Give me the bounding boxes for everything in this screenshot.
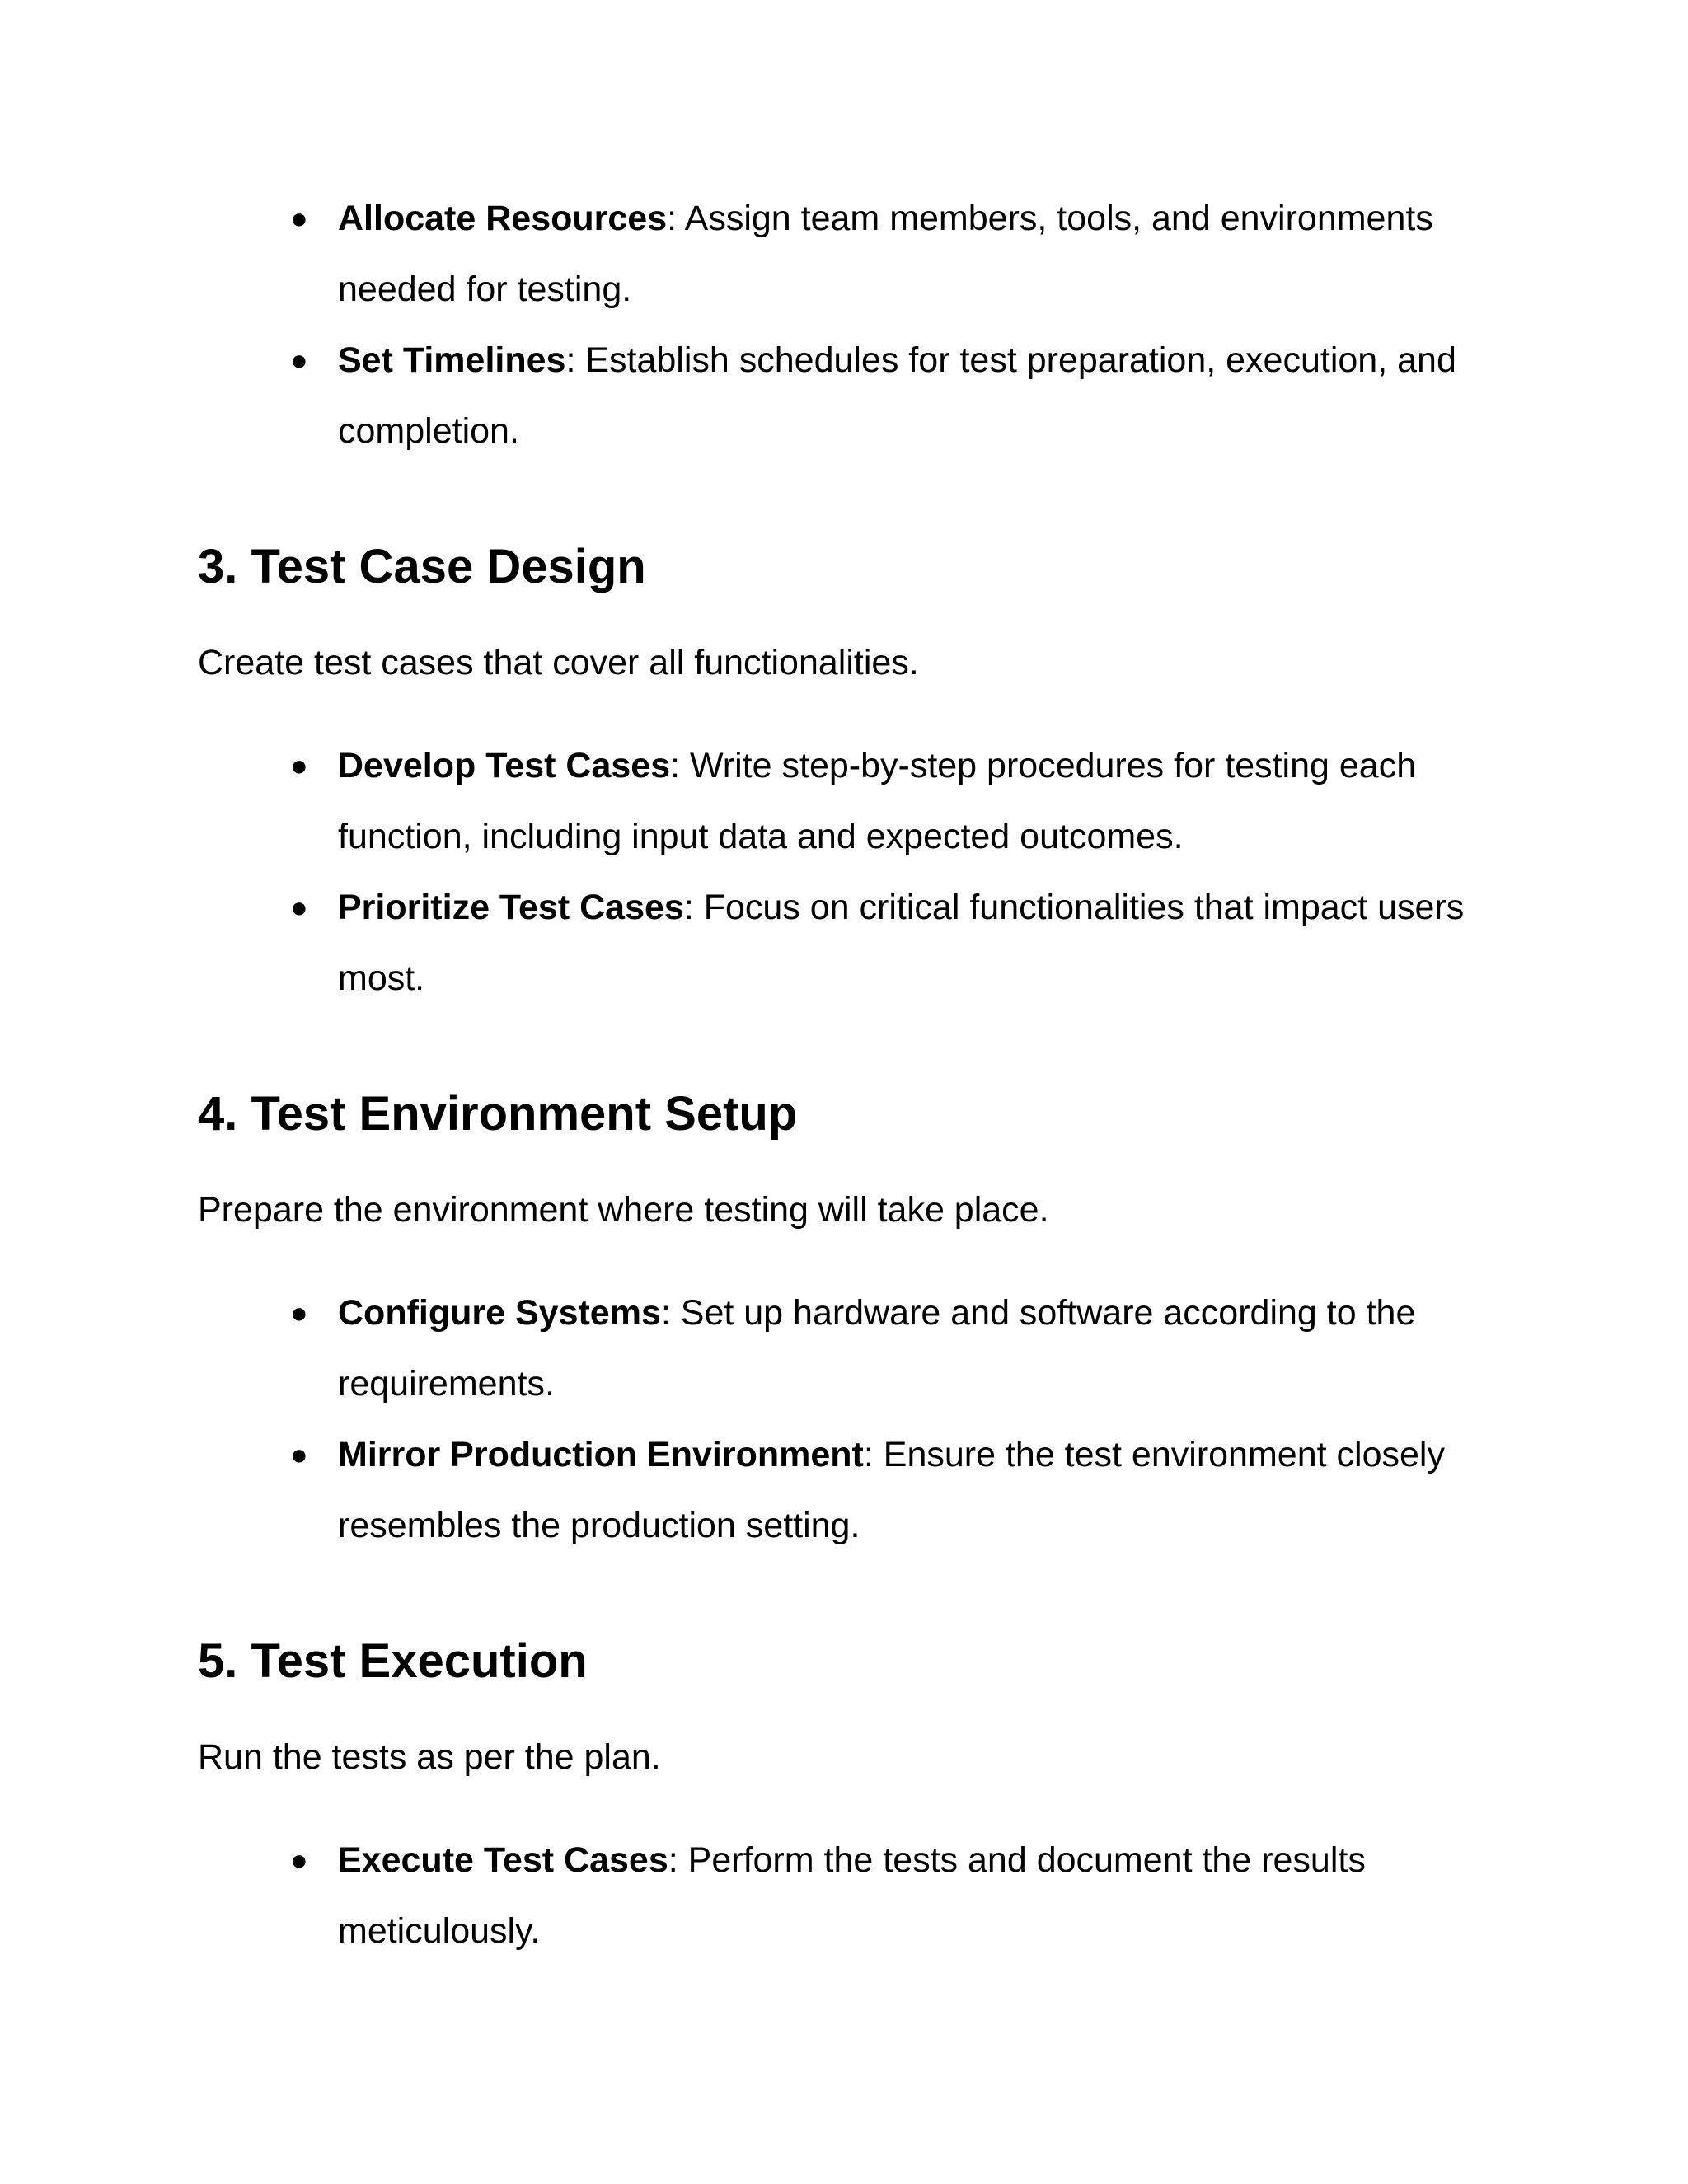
list-item — [290, 872, 1500, 1014]
item-text: : Set up hardware and software according to the requirements. — [338, 1293, 1416, 1404]
list-item — [290, 1419, 1500, 1561]
item-term: Set Timelines — [338, 340, 566, 380]
document-body — [198, 183, 1500, 1966]
section-heading: 3. Test Case Design — [198, 540, 646, 593]
bullet-list — [198, 730, 1500, 1014]
bullet-list — [198, 1825, 1500, 1966]
item-term: Execute Test Cases — [338, 1840, 668, 1880]
list-item — [290, 1825, 1500, 1966]
item-term: Prioritize Test Cases — [338, 888, 684, 927]
item-term: Allocate Resources — [338, 199, 668, 238]
section-intro: Run the tests as per the plan. — [198, 1737, 661, 1777]
bullet-icon: ● — [290, 1437, 308, 1471]
bullet-icon: ● — [290, 201, 308, 235]
section-intro: Prepare the environment where testing will take place. — [198, 1190, 1049, 1230]
section-heading: 4. Test Environment Setup — [198, 1087, 798, 1141]
bullet-icon: ● — [290, 1843, 308, 1877]
list-item — [290, 183, 1500, 325]
item-term: Mirror Production Environment — [338, 1435, 864, 1474]
bullet-list — [198, 1277, 1500, 1561]
bullet-list — [198, 183, 1500, 466]
bullet-icon: ● — [290, 748, 308, 782]
item-text: : Establish schedules for test preparation, execution, and completion. — [338, 340, 1456, 451]
list-item — [290, 1277, 1500, 1419]
item-text: : Focus on critical functionalities that impact users most. — [338, 888, 1465, 998]
item-text: : Assign team members, tools, and environments needed for testing. — [338, 199, 1433, 309]
list-item — [290, 730, 1500, 872]
bullet-icon: ● — [290, 343, 308, 377]
item-term: Configure Systems — [338, 1293, 661, 1333]
section-intro: Create test cases that cover all functionalities. — [198, 643, 919, 682]
list-item — [290, 325, 1500, 466]
bullet-icon: ● — [290, 890, 308, 924]
item-text: : Ensure the test environment closely resembles the production setting. — [338, 1435, 1445, 1545]
item-term: Develop Test Cases — [338, 746, 671, 785]
bullet-icon: ● — [290, 1296, 308, 1329]
item-text: : Perform the tests and document the results meticulously. — [338, 1840, 1366, 1951]
item-text: : Write step-by-step procedures for testing each function, including input data and expected outcomes. — [338, 746, 1417, 856]
section-heading: 5. Test Execution — [198, 1634, 588, 1688]
